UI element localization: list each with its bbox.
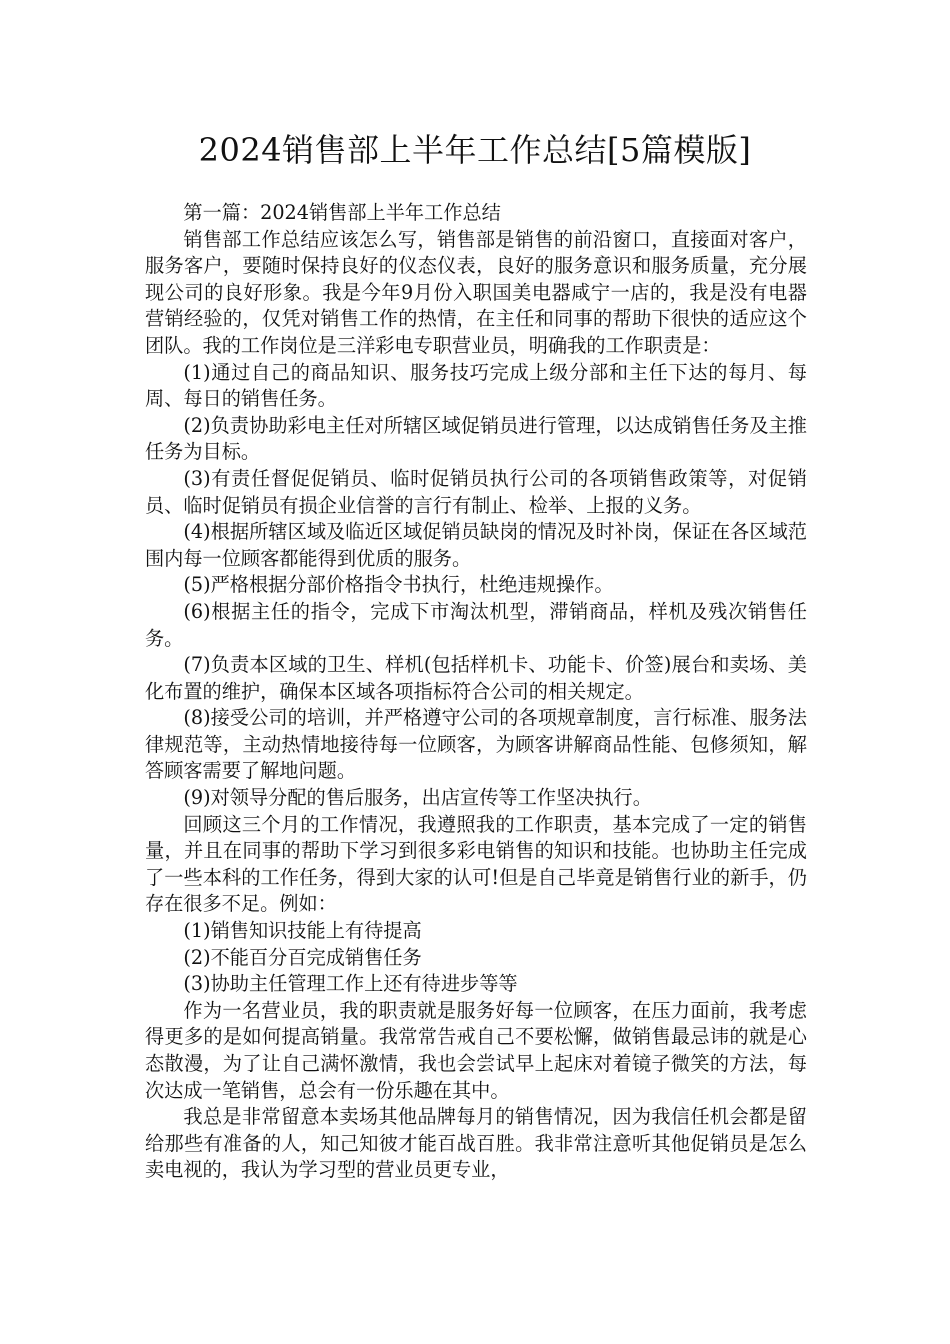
shortcoming-item-3: (3)协助主任管理工作上还有待进步等等: [183, 972, 518, 996]
duty-item-1: (1)通过自己的商品知识、服务技巧完成上级分部和主任下达的每月、每周、每日的销售任务。: [145, 360, 807, 411]
duty-item-3: (3)有责任督促促销员、临时促销员执行公司的各项销售政策等，对促销员、临时促销员有损企业信誉的言行有制止、检举、上报的义务。: [145, 466, 807, 517]
paragraph-review: 回顾这三个月的工作情况，我遵照我的工作职责，基本完成了一定的销售量，并且在同事的帮助下学习到很多彩电销售的知识和技能。也协助主任完成了一些本科的工作任务，得到大家的认可!但是自己毕竟是销售行业的新手，仍存在很多不足。例如：: [145, 812, 807, 916]
section-heading: 第一篇：2024销售部上半年工作总结: [183, 201, 501, 224]
paragraph-observation: 我总是非常留意本卖场其他品牌每月的销售情况，因为我信任机会都是留给那些有准备的人，知己知彼才能百战百胜。我非常注意听其他促销员是怎么卖电视的，我认为学习型的营业员更专业，: [145, 1105, 807, 1182]
duty-item-2: (2)负责协助彩电主任对所辖区域促销员进行管理，以达成销售任务及主推任务为目标。: [145, 413, 807, 464]
document-title: 2024销售部上半年工作总结[5篇模版]: [198, 131, 752, 169]
duty-item-5: (5)严格根据分部价格指令书执行，杜绝违规操作。: [183, 573, 614, 597]
duty-item-7: (7)负责本区域的卫生、样机(包括样机卡、功能卡、价签)展台和卖场、美化布置的维护，确保本区域各项指标符合公司的相关规定。: [145, 653, 807, 703]
document-body: [145, 200, 807, 1184]
shortcoming-item-2: (2)不能百分百完成销售任务: [183, 945, 422, 969]
duty-item-6: (6)根据主任的指令，完成下市淘汰机型，滞销商品，样机及残次销售任务。: [145, 599, 807, 650]
duty-item-9: (9)对领导分配的售后服务，出店宣传等工作坚决执行。: [183, 786, 652, 810]
duty-item-8: (8)接受公司的培训，并严格遵守公司的各项规章制度，言行标准、服务法律规范等，主动热情地接待每一位顾客，为顾客讲解商品性能、包修须知，解答顾客需要了解地问题。: [145, 706, 807, 783]
shortcoming-item-1: (1)销售知识技能上有待提高: [183, 919, 422, 943]
paragraph-attitude: 作为一名营业员，我的职责就是服务好每一位顾客，在压力面前，我考虑得更多的是如何提高销量。我常常告戒自己不要松懈，做销售最忌讳的就是心态散漫，为了让自己满怀激情，我也会尝试早上起床对着镜子微笑的方法，每次达成一笔销售，总会有一份乐趣在其中。: [145, 998, 807, 1102]
duty-item-4: (4)根据所辖区域及临近区域促销员缺岗的情况及时补岗，保证在各区域范围内每一位顾客都能得到优质的服务。: [145, 520, 807, 570]
paragraph-intro: 销售部工作总结应该怎么写，销售部是销售的前沿窗口，直接面对客户，服务客户，要随时保持良好的仪态仪表，良好的服务意识和服务质量，充分展现公司的良好形象。我是今年9月份入职国美电器咸宁一店的，我是没有电器营销经验的，仅凭对销售工作的热情，在主任和同事的帮助下很快的适应这个团队。我的工作岗位是三洋彩电专职营业员，明确我的工作职责是：: [145, 227, 807, 357]
